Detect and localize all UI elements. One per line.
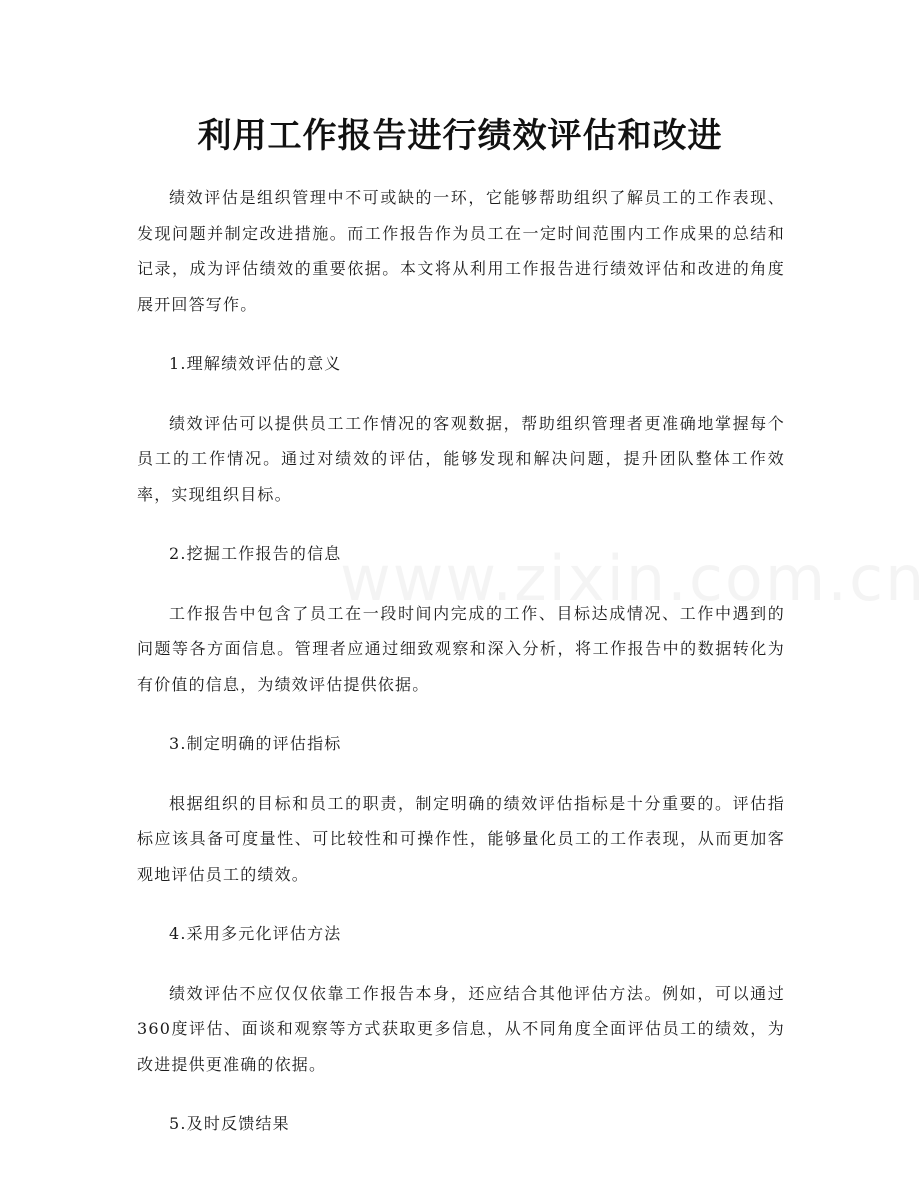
- section-heading-5: 5.及时反馈结果: [169, 1114, 290, 1133]
- section-body-4: 绩效评估不应仅仅依靠工作报告本身，还应结合其他评估方法。例如，可以通过360度评估、面谈和观察等方式获取更多信息，从不同角度全面评估员工的绩效，为改进提供更准确的依据。: [137, 983, 785, 1074]
- document-title: 利用工作报告进行绩效评估和改进: [197, 116, 723, 156]
- document-body: [137, 180, 785, 1166]
- section-heading-4: 4.采用多元化评估方法: [169, 924, 342, 943]
- section-body-2: 工作报告中包含了员工在一段时间内完成的工作、目标达成情况、工作中遇到的问题等各方面信息。管理者应通过细致观察和深入分析，将工作报告中的数据转化为有价值的信息，为绩效评估提供依据。: [137, 603, 785, 694]
- section-heading-3: 3.制定明确的评估指标: [169, 734, 342, 753]
- section-body-3: 根据组织的目标和员工的职责，制定明确的绩效评估指标是十分重要的。评估指标应该具备可度量性、可比较性和可操作性，能够量化员工的工作表现，从而更加客观地评估员工的绩效。: [137, 793, 785, 884]
- section-body-1: 绩效评估可以提供员工工作情况的客观数据，帮助组织管理者更准确地掌握每个员工的工作情况。通过对绩效的评估，能够发现和解决问题，提升团队整体工作效率，实现组织目标。: [137, 413, 785, 504]
- section-heading-2: 2.挖掘工作报告的信息: [169, 544, 342, 563]
- intro-paragraph: 绩效评估是组织管理中不可或缺的一环，它能够帮助组织了解员工的工作表现、发现问题并制定改进措施。而工作报告作为员工在一定时间范围内工作成果的总结和记录，成为评估绩效的重要依据。本文将从利用工作报告进行绩效评估和改进的角度展开回答写作。: [137, 188, 785, 314]
- section-heading-1: 1.理解绩效评估的意义: [169, 354, 342, 373]
